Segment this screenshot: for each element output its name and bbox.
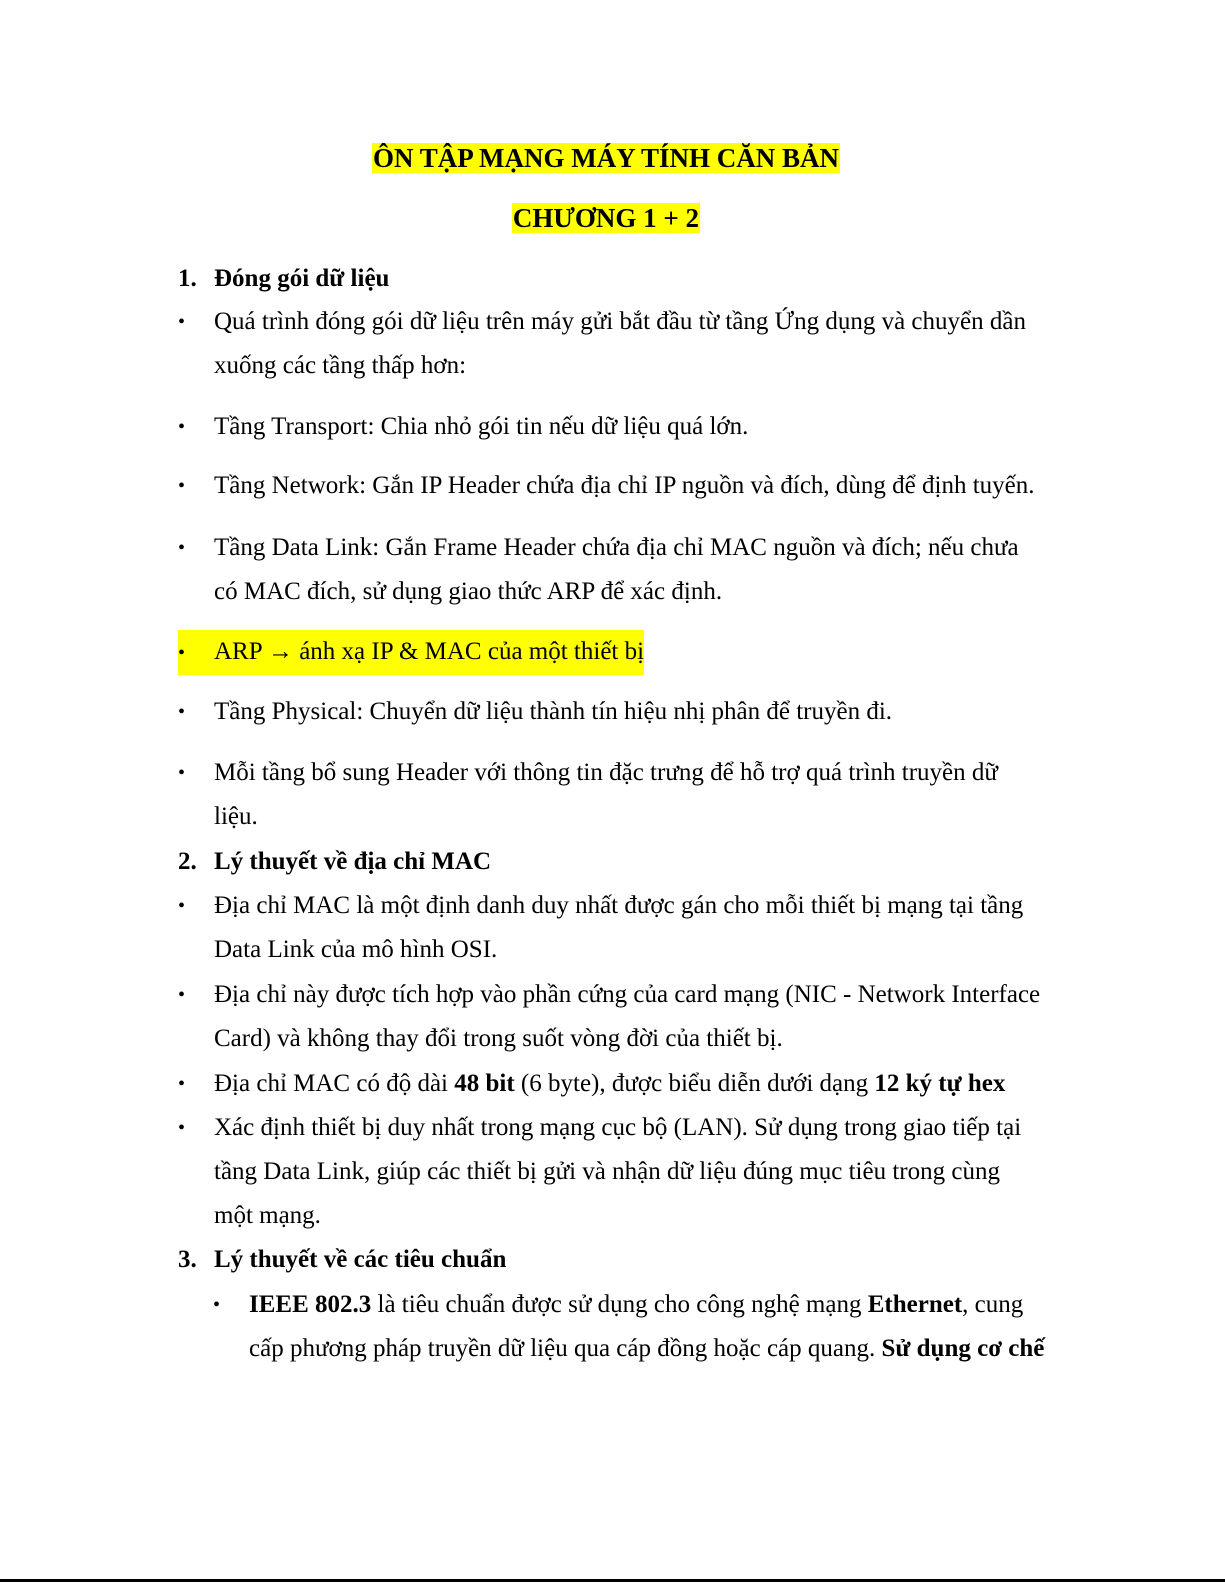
text-run: Địa chỉ MAC có độ dài <box>214 1070 455 1097</box>
text-run: 48 bit <box>454 1070 515 1097</box>
document-subtitle <box>0 203 1212 233</box>
text-run: Ethernet <box>867 1291 963 1318</box>
text-run: Địa chỉ MAC là một định danh duy nhất được gán cho mỗi thiết bị mạng tại tầng <box>214 892 1024 919</box>
text-run: 2. <box>178 848 197 875</box>
list-item <box>178 526 1019 614</box>
bullet-dot: • <box>178 762 186 784</box>
list-item <box>178 973 1040 1061</box>
list-item <box>178 300 1026 388</box>
list-item <box>213 1283 1044 1371</box>
text-run: CHƯƠNG 1 + 2 <box>512 203 700 233</box>
list-item <box>178 1106 1021 1238</box>
document-title <box>0 143 1212 173</box>
text-run: cấp phương pháp truyền dữ liệu qua cáp đồng hoặc cáp quang. <box>249 1335 882 1362</box>
bullet-dot: • <box>178 701 186 723</box>
bullet-dot: • <box>178 537 186 559</box>
list-item <box>178 884 1023 972</box>
bullet-dot: • <box>178 475 186 497</box>
text-run: , cung <box>962 1291 1024 1318</box>
text-run: là tiêu chuẩn được sử dụng cho công nghệ mạng <box>371 1291 868 1318</box>
text-run: 3. <box>178 1246 197 1273</box>
text-run: ÔN TẬP MẠNG MÁY TÍNH CĂN BẢN <box>372 143 839 173</box>
text-run: Tầng Transport: Chia nhỏ gói tin nếu dữ liệu quá lớn. <box>214 413 749 440</box>
text-run: có MAC đích, sử dụng giao thức ARP để xác định. <box>214 578 723 605</box>
list-item <box>178 405 748 449</box>
page-bottom-divider <box>0 1579 1225 1582</box>
bullet-dot: • <box>178 1117 186 1139</box>
text-run: (6 byte), được biểu diễn dưới dạng <box>514 1070 875 1097</box>
bullet-dot: • <box>178 642 186 664</box>
text-run: IEEE 802.3 <box>249 1291 372 1318</box>
bullet-dot: • <box>178 984 186 1006</box>
text-run: liệu. <box>214 803 258 830</box>
list-item-highlighted <box>178 630 644 675</box>
text-run: Địa chỉ này được tích hợp vào phần cứng của card mạng (NIC - Network Interface <box>214 981 1041 1008</box>
bullet-dot: • <box>178 311 186 333</box>
text-run: Card) và không thay đổi trong suốt vòng đời của thiết bị. <box>214 1025 783 1052</box>
text-run: Data Link của mô hình OSI. <box>214 936 498 963</box>
text-run: Mỗi tầng bổ sung Header với thông tin đặc trưng để hỗ trợ quá trình truyền dữ <box>214 759 998 786</box>
text-run: ARP → ánh xạ IP & MAC của một thiết bị <box>214 638 645 665</box>
bullet-dot: • <box>178 1073 186 1095</box>
text-run: Tầng Network: Gắn IP Header chứa địa chỉ IP nguồn và đích, dùng để định tuyến. <box>214 472 1035 499</box>
text-run: Quá trình đóng gói dữ liệu trên máy gửi bắt đầu từ tầng Ứng dụng và chuyển dần <box>214 308 1026 335</box>
list-item <box>178 464 1035 508</box>
text-run: Lý thuyết về địa chỉ MAC <box>214 848 492 875</box>
bullet-dot: • <box>178 416 186 438</box>
text-run: Sử dụng cơ chế <box>881 1335 1045 1362</box>
list-item <box>178 1062 1005 1106</box>
bullet-dot: • <box>213 1294 221 1316</box>
text-run: Xác định thiết bị duy nhất trong mạng cục bộ (LAN). Sử dụng trong giao tiếp tại <box>214 1114 1022 1141</box>
list-item <box>178 751 998 839</box>
text-run: 12 ký tự hex <box>874 1070 1006 1097</box>
text-run: xuống các tầng thấp hơn: <box>214 352 467 379</box>
text-run: tầng Data Link, giúp các thiết bị gửi và nhận dữ liệu đúng mục tiêu trong cùng <box>214 1158 1000 1185</box>
text-run: Tầng Data Link: Gắn Frame Header chứa địa chỉ MAC nguồn và đích; nếu chưa <box>214 534 1019 561</box>
text-run: Đóng gói dữ liệu <box>214 265 390 292</box>
text-run <box>249 1283 1044 1327</box>
text-run: Lý thuyết về các tiêu chuẩn <box>214 1246 507 1273</box>
list-item <box>178 690 892 734</box>
text-run <box>249 1327 1044 1371</box>
bullet-dot: • <box>178 895 186 917</box>
text-run: một mạng. <box>214 1202 321 1229</box>
text-run: 1. <box>178 265 197 292</box>
text-run: Tầng Physical: Chuyển dữ liệu thành tín hiệu nhị phân để truyền đi. <box>214 698 893 725</box>
